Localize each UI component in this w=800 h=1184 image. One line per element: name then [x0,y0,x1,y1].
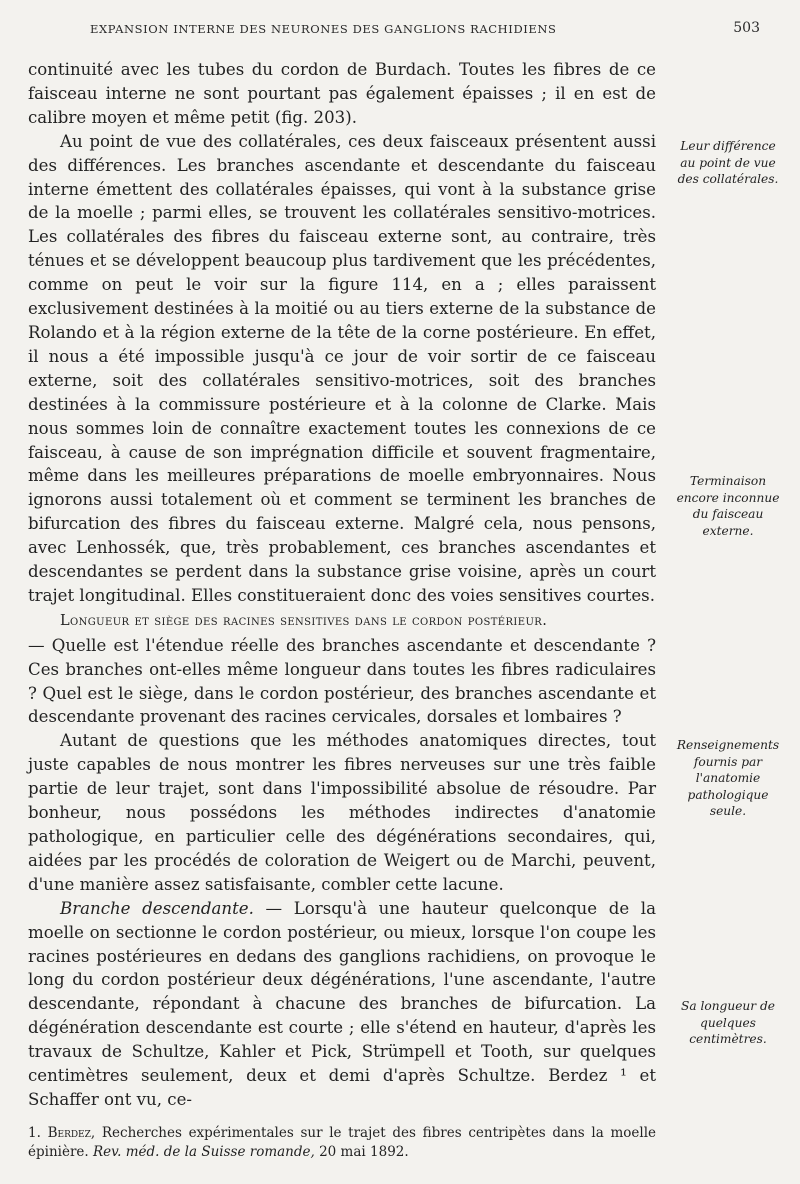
footnote-source: Rev. méd. de la Suisse romande, [92,1144,315,1160]
margin-note-2: Terminaison encore inconnue du faisceau externe. [676,474,780,538]
footnote-date: 20 mai 1892. [314,1144,409,1160]
paragraph-3-text: — Quelle est l'étendue réelle des branches ascendante et descendante ? Ces branches ont-elles même longueur dans toutes les fibres radiculaires ? Quel est le siège, dans le cordon postérieur, des branches ascendante et descendante provenant des racines cervicales, dorsales et lombaires ? [28,635,656,727]
main-text [28,58,656,1112]
footnote-author: Berdez [47,1125,91,1141]
paragraph-2: Au point de vue des collatérales, ces deux faisceaux présentent aussi des différences. Les branches ascendante et descendante du faisceau interne émettent des collatérales épaisses, qui vont à la substance grise de la moelle ; parmi elles, se trouvent les collatérales sensitivo-motrices. Les collatérales des fibres du faisceau externe sont, au contraire, très ténues et se développent beaucoup plus tardivement que les précédentes, comme on peut le voir sur la figure 114, en a ; elles paraissent exclusivement destinées à la moitié ou au tiers externe de la substance de Rolando et à la région externe de la tête de la corne postérieure. En effet, il nous a été impossible jusqu'à ce jour de voir sortir de ce faisceau externe, soit des collatérales sensitivo-motrices, soit des branches destinées à la commissure postérieure et à la colonne de Clarke. Mais nous sommes loin de connaître exactement toutes les connexions de ce faisceau, à cause de son imprégnation difficile et souvent fragmentaire, même dans les meilleures préparations de moelle embryonnaires. Nous ignorons aussi totalement où et comment se terminent les branches de bifurcation des fibres du faisceau externe. Malgré cela, nous pensons, avec Lenhossék, que, très probablement, ces branches ascendantes et descendantes se perdent dans la substance grise voisine, après un court trajet longitudinal. Elles constitueraient donc des voies sensitives courtes. [28,131,656,605]
paragraph-5-text: — Lorsqu'à une hauteur quelconque de la moelle on sectionne le cordon postérieur, ou mieux, lorsque l'on coupe les racines postérieures en dedans des ganglions rachidiens, on provoque le long du cordon postérieur deux dégénérations, l'une ascendante, l'autre descendante, répondant à chacune des branches de bifurcation. La dégénération descendante est courte ; elle s'étend en hauteur, d'après les travaux de Schultze, Kahler et Pick, Strümpell et Tooth, sur quelques centimètres seulement, deux et demi d'après Schultze. Berdez ¹ et Schaffer ont vu, ce- [28,898,656,1109]
running-title: EXPANSION INTERNE DES NEURONES DES GANGLIONS RACHIDIENS [90,22,557,36]
page-number: 503 [733,20,760,36]
footnote [28,1124,656,1162]
paragraph-3 [28,608,656,730]
section-heading-branche: Branche descendante. [60,898,254,918]
paragraph-4: Autant de questions que les méthodes anatomiques directes, tout juste capables de nous montrer les fibres nerveuses sur une très faible partie de leur trajet, sont dans l'impossibilité absolue de résoudre. Par bonheur, nous possédons les méthodes indirectes d'anatomie pathologique, en particulier celle des dégénérations secondaires, qui, aidées par les procédés de coloration de Weigert ou de Marchi, peuvent, d'une manière assez satisfaisante, combler cette lacune. [28,731,656,894]
margin-note-1: Leur différence au point de vue des collatérales. [677,139,779,186]
footnote-marker: 1. [28,1125,41,1141]
footnote-text: , Recherches expérimentales sur le trajet des fibres centripètes dans la moelle épinière. [28,1125,656,1160]
section-heading-longueur: Longueur et siège des racines sensitives dans le cordon postérieur. [60,612,548,629]
paragraph-5 [28,897,656,1112]
margin-note-4: Sa longueur de quelques centimètres. [680,999,775,1046]
margin-note-3: Renseignements fournis par l'anatomie pathologique seule. [676,738,780,818]
paragraph-1: continuité avec les tubes du cordon de Burdach. Toutes les fibres de ce faisceau interne ne sont pourtant pas également épaisses ; il en est de calibre moyen et même petit (fig. 203). [28,60,656,127]
running-header [40,20,760,42]
